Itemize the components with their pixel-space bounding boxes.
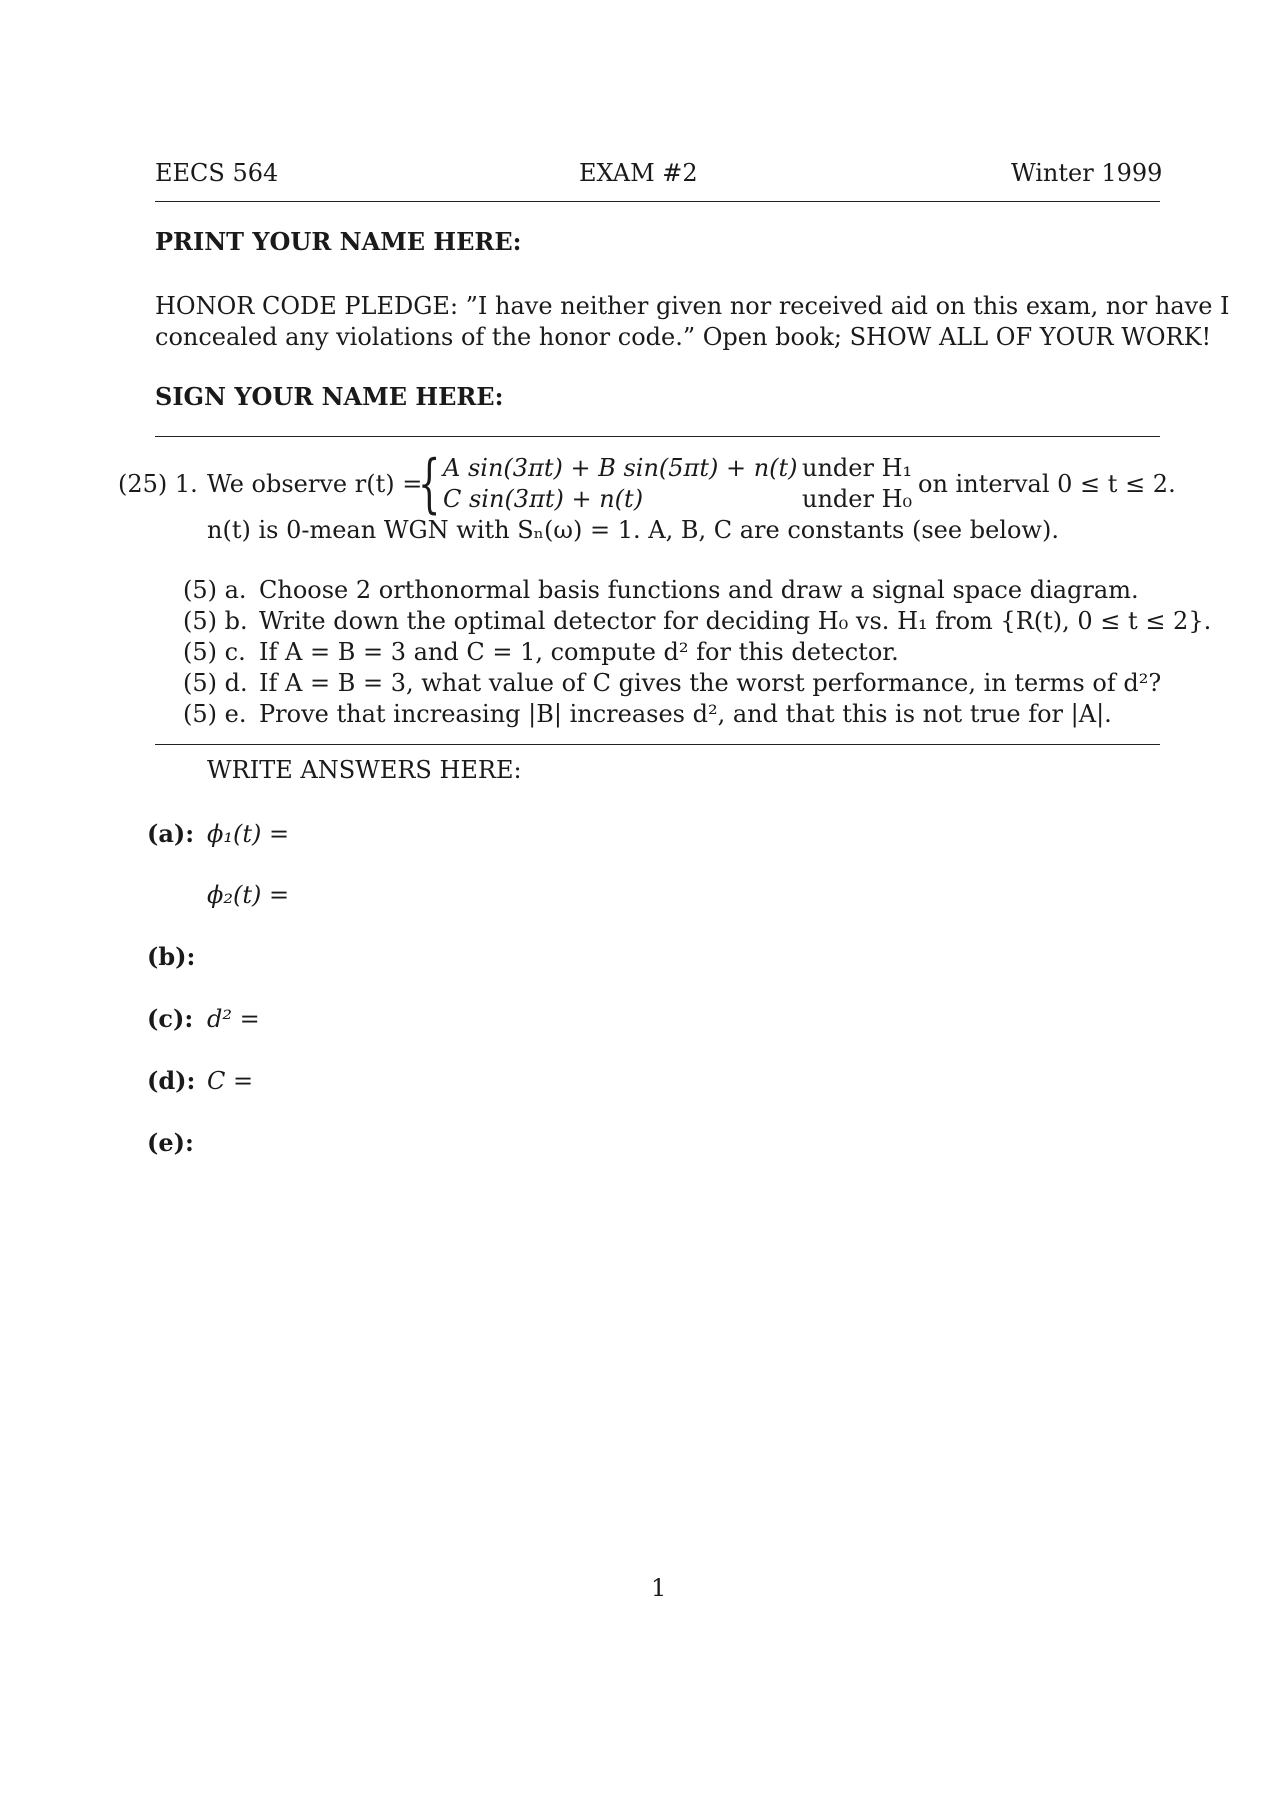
- answer-a-phi2: ϕ₂(t) =: [207, 881, 290, 909]
- case-h0-expression: C sin(3πt) + n(t): [443, 485, 644, 513]
- section-rule-2: [155, 744, 1160, 745]
- problem-interval: on interval 0 ≤ t ≤ 2.: [918, 470, 1176, 498]
- part-d-label: (5) d.: [183, 669, 248, 697]
- answer-a-phi1: ϕ₁(t) =: [207, 820, 290, 848]
- part-c-text: If A = B = 3 and C = 1, compute d² for this detector.: [259, 638, 899, 666]
- section-rule-1: [155, 436, 1160, 437]
- part-a-text: Choose 2 orthonormal basis functions and draw a signal space diagram.: [259, 576, 1139, 604]
- answer-a-label: (a):: [147, 819, 195, 848]
- case-h1-condition: under H₁: [802, 454, 913, 482]
- part-a-label: (5) a.: [183, 576, 247, 604]
- case-h0-condition: under H₀: [802, 485, 913, 513]
- print-name-label: PRINT YOUR NAME HERE:: [155, 227, 522, 256]
- part-b-label: (5) b.: [183, 607, 248, 635]
- answer-d-expression: C =: [207, 1067, 254, 1095]
- sign-name-label: SIGN YOUR NAME HERE:: [155, 382, 504, 411]
- header-course: EECS 564: [155, 159, 279, 187]
- header-term: Winter 1999: [1011, 159, 1163, 187]
- honor-code-line2: concealed any violations of the honor code.” Open book; SHOW ALL OF YOUR WORK!: [155, 323, 1212, 351]
- honor-code-line1: HONOR CODE PLEDGE: ”I have neither given nor received aid on this exam, nor have I: [155, 292, 1230, 320]
- header-exam: EXAM #2: [579, 159, 698, 187]
- problem-noise: n(t) is 0-mean WGN with Sₙ(ω) = 1. A, B, C are constants (see below).: [207, 516, 1059, 544]
- part-e-label: (5) e.: [183, 700, 247, 728]
- problem-points: (25) 1.: [118, 470, 198, 498]
- case-h1-expression: A sin(3πt) + B sin(5πt) + n(t): [443, 454, 798, 482]
- cases-brace: {: [418, 447, 441, 521]
- part-e-text: Prove that increasing |B| increases d², and that this is not true for |A|.: [259, 700, 1112, 728]
- part-b-text: Write down the optimal detector for deciding H₀ vs. H₁ from {R(t), 0 ≤ t ≤ 2}.: [259, 607, 1212, 635]
- answer-c-expression: d² =: [207, 1005, 260, 1033]
- answer-d-label: (d):: [147, 1066, 196, 1095]
- part-d-text: If A = B = 3, what value of C gives the worst performance, in terms of d²?: [259, 669, 1162, 697]
- part-c-label: (5) c.: [183, 638, 246, 666]
- answer-c-label: (c):: [147, 1004, 194, 1033]
- page-number: 1: [651, 1574, 667, 1602]
- header-rule: [155, 201, 1160, 202]
- answer-b-label: (b):: [147, 942, 196, 971]
- problem-intro: We observe r(t) =: [207, 470, 423, 498]
- answer-e-label: (e):: [147, 1128, 194, 1157]
- answers-heading: WRITE ANSWERS HERE:: [207, 756, 522, 784]
